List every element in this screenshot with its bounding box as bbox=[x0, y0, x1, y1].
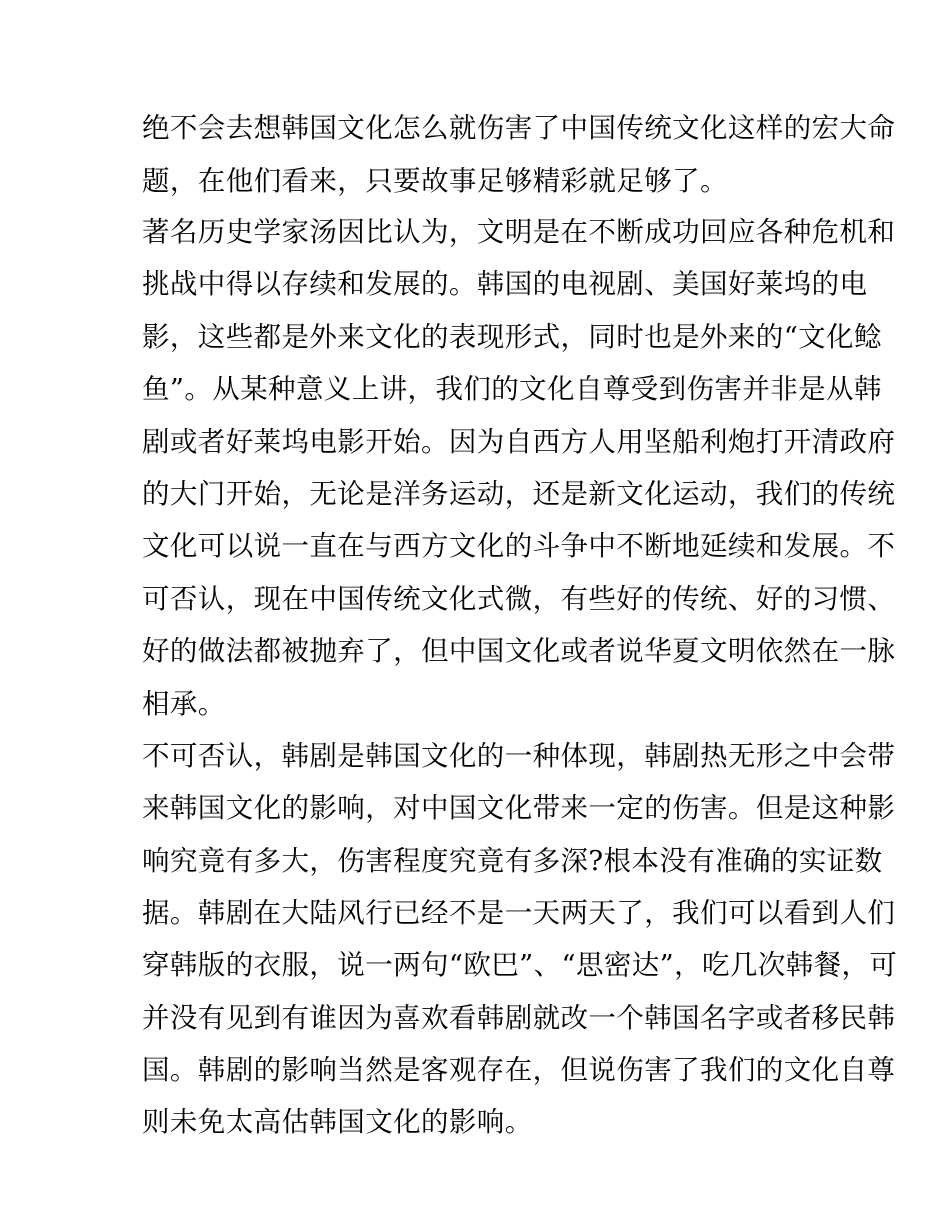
text-line: 不可否认，韩剧是韩国文化的一种体现，韩剧热无形之中会带 bbox=[142, 740, 896, 772]
text-line: 穿韩版的衣服，说一两句“欧巴”、“思密达”，吃几次韩餐，可 bbox=[142, 949, 898, 981]
text-line: 相承。 bbox=[142, 688, 226, 720]
text-line: 响究竟有多大，伤害程度究竟有多深?根本没有准确的实证数 bbox=[142, 845, 883, 877]
text-line: 剧或者好莱坞电影开始。因为自西方人用坚船利炮打开清政府 bbox=[142, 426, 896, 458]
text-line: 文化可以说一直在与西方文化的斗争中不断地延续和发展。不 bbox=[142, 530, 896, 562]
text-line: 挑战中得以存续和发展的。韩国的电视剧、美国好莱坞的电 bbox=[142, 268, 868, 300]
text-line: 据。韩剧在大陆风行已经不是一天两天了，我们可以看到人们 bbox=[142, 897, 896, 929]
text-line: 题，在他们看来，只要故事足够精彩就足够了。 bbox=[142, 165, 728, 197]
text-line: 绝不会去想韩国文化怎么就伤害了中国传统文化这样的宏大命 bbox=[142, 112, 896, 144]
text-line: 鱼”。从某种意义上讲，我们的文化自尊受到伤害并非是从韩 bbox=[142, 373, 882, 405]
text-line: 国。韩剧的影响当然是客观存在，但说伤害了我们的文化自尊 bbox=[142, 1054, 896, 1086]
text-line: 影，这些都是外来文化的表现形式，同时也是外来的“文化鲶 bbox=[142, 321, 882, 353]
text-line: 可否认，现在中国传统文化式微，有些好的传统、好的习惯、 bbox=[142, 583, 896, 615]
text-line: 著名历史学家汤因比认为，文明是在不断成功回应各种危机和 bbox=[142, 216, 896, 248]
text-line: 则未免太高估韩国文化的影响。 bbox=[142, 1106, 533, 1138]
text-line: 并没有见到有谁因为喜欢看韩剧就改一个韩国名字或者移民韩 bbox=[142, 1002, 896, 1034]
text-line: 的大门开始，无论是洋务运动，还是新文化运动，我们的传统 bbox=[142, 478, 896, 510]
text-line: 好的做法都被抛弃了，但中国文化或者说华夏文明依然在一脉 bbox=[142, 635, 896, 667]
text-line: 来韩国文化的影响，对中国文化带来一定的伤害。但是这种影 bbox=[142, 792, 896, 824]
